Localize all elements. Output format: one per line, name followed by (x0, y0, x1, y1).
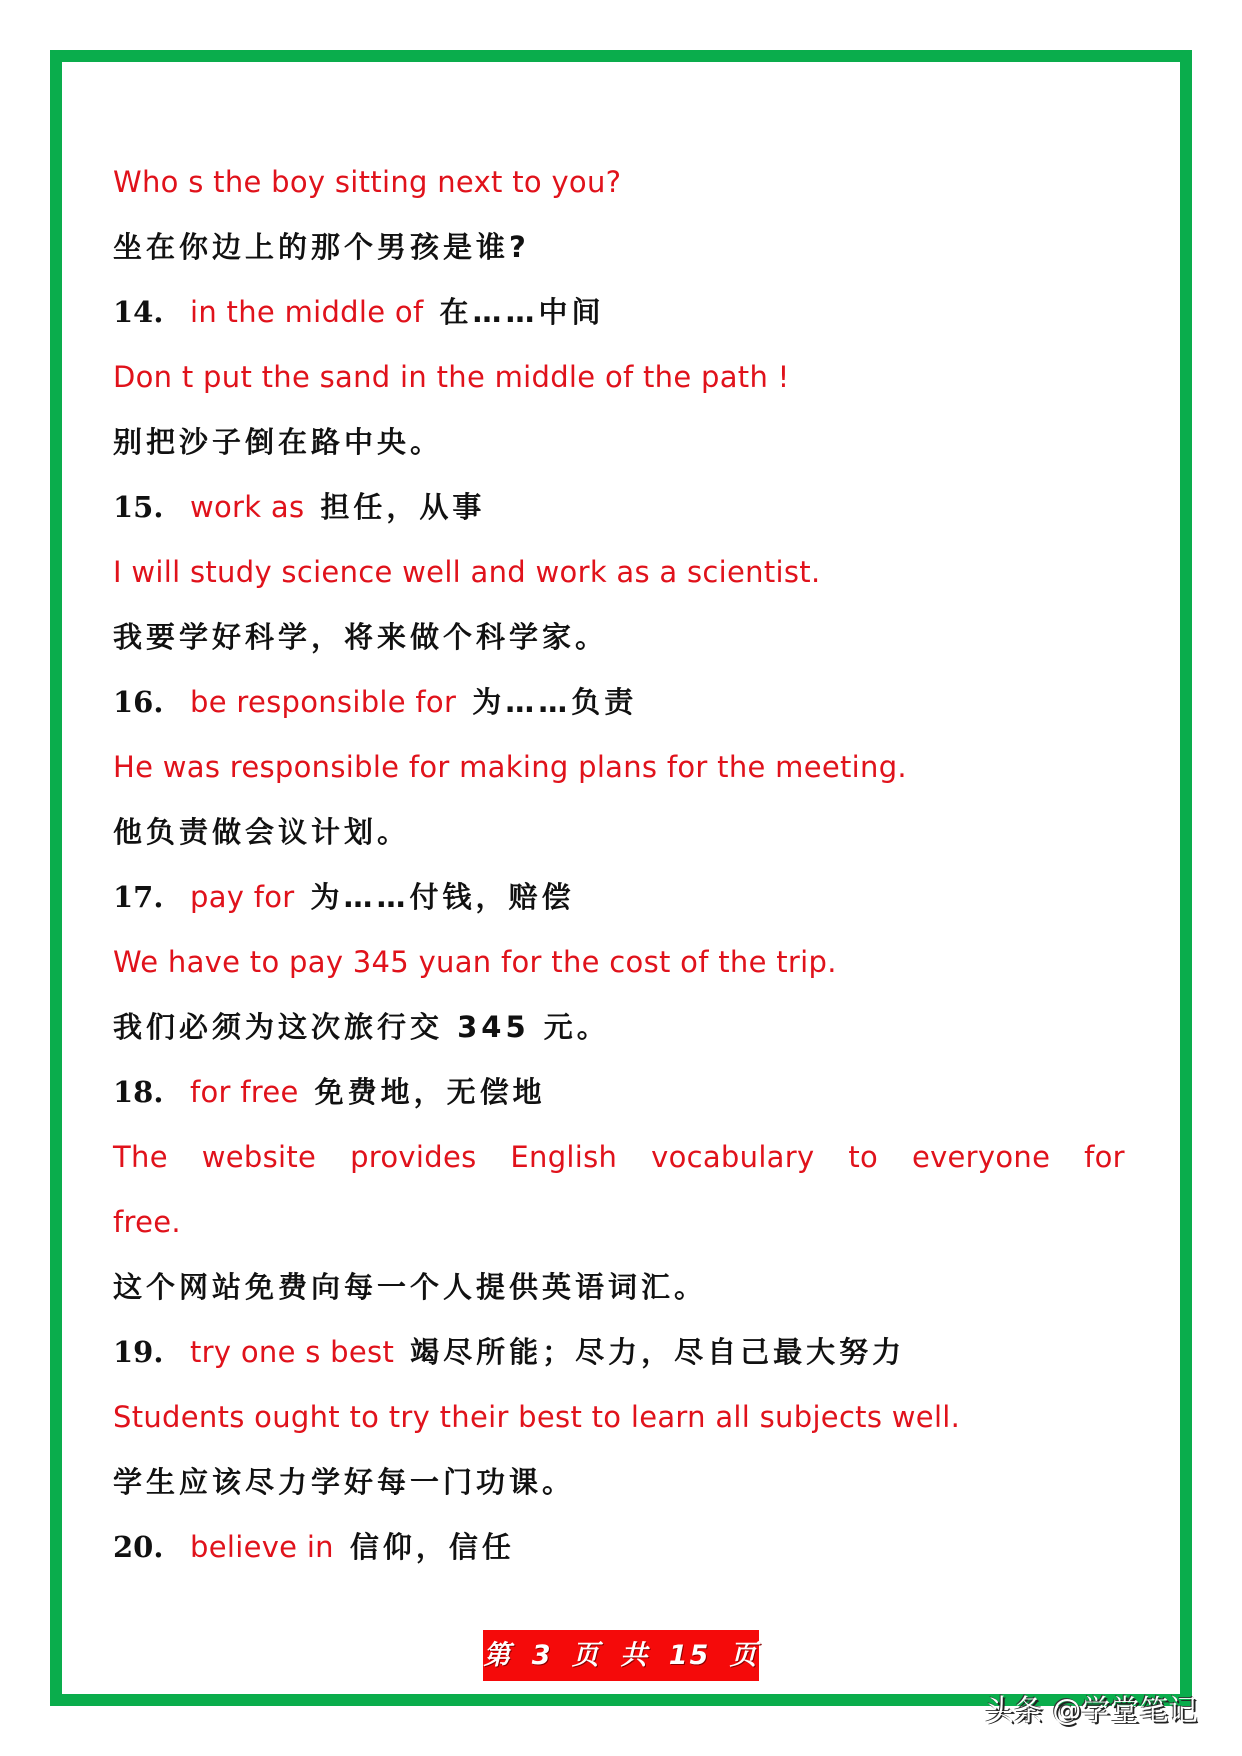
example-en-text: We have to pay 345 yuan for the cost of the trip. (113, 945, 837, 979)
watermark-label: 头条 @学堂笔记 (985, 1693, 1198, 1727)
phrase-text: in the middle of (190, 295, 424, 329)
example-en-text: He was responsible for making plans for the meeting. (113, 750, 907, 784)
phrase-number: 20. (113, 1530, 164, 1564)
phrase-entry-15 (113, 475, 1125, 540)
word: website (201, 1140, 317, 1174)
example-sentence-zh (113, 800, 1125, 865)
example-zh-text: 坐在你边上的那个男孩是谁? (113, 230, 530, 264)
phrase-entry-19 (113, 1320, 1125, 1385)
example-en-text: Who s the boy sitting next to you? (113, 165, 622, 199)
example-sentence-en (113, 150, 1125, 215)
word: to (848, 1140, 879, 1174)
phrase-number: 14. (113, 295, 164, 329)
phrase-entry-14 (113, 280, 1125, 345)
example-sentence-en (113, 1385, 1125, 1450)
example-sentence-zh (113, 410, 1125, 475)
document-content (113, 150, 1125, 1580)
example-en-text: Don t put the sand in the middle of the path ! (113, 360, 790, 394)
phrase-meaning: 信仰，信任 (349, 1530, 515, 1564)
example-sentence-en (113, 930, 1125, 995)
example-sentence-en-continued (113, 1190, 1125, 1255)
example-en-text: Students ought to try their best to learn all subjects well. (113, 1400, 961, 1434)
example-zh-text: 这个网站免费向每一个人提供英语词汇。 (113, 1270, 708, 1304)
word: English (510, 1140, 618, 1174)
example-sentence-en (113, 540, 1125, 605)
word: for (1084, 1140, 1125, 1174)
phrase-entry-18 (113, 1060, 1125, 1125)
phrase-text: work as (190, 490, 305, 524)
example-sentence-en-justified (113, 1125, 1125, 1190)
phrase-entry-20 (113, 1515, 1125, 1580)
phrase-number: 19. (113, 1335, 164, 1369)
phrase-entry-16 (113, 670, 1125, 735)
phrase-meaning: 竭尽所能；尽力，尽自己最大努力 (410, 1335, 906, 1369)
phrase-entry-17 (113, 865, 1125, 930)
phrase-text: be responsible for (190, 685, 457, 719)
example-sentence-en (113, 735, 1125, 800)
example-en-text: I will study science well and work as a scientist. (113, 555, 821, 589)
phrase-meaning: 担任，从事 (320, 490, 486, 524)
phrase-meaning: 在……中间 (439, 295, 605, 329)
example-zh-text: 别把沙子倒在路中央。 (113, 425, 444, 459)
phrase-meaning: 免费地，无偿地 (314, 1075, 546, 1109)
example-sentence-zh (113, 1255, 1125, 1320)
phrase-number: 15. (113, 490, 164, 524)
example-zh-text: 我要学好科学，将来做个科学家。 (113, 620, 609, 654)
word: vocabulary (651, 1140, 815, 1174)
word: everyone (911, 1140, 1051, 1174)
phrase-text: try one s best (190, 1335, 395, 1369)
word: The (113, 1140, 168, 1174)
phrase-number: 16. (113, 685, 164, 719)
example-zh-text: 他负责做会议计划。 (113, 815, 411, 849)
phrase-text: pay for (190, 880, 295, 914)
word: provides (350, 1140, 477, 1174)
phrase-text: believe in (190, 1530, 334, 1564)
phrase-meaning: 为……付钱，赔偿 (310, 880, 575, 914)
example-sentence-zh (113, 215, 1125, 280)
example-sentence-zh (113, 995, 1125, 1060)
phrase-number: 17. (113, 880, 164, 914)
example-sentence-zh (113, 1450, 1125, 1515)
phrase-meaning: 为……负责 (472, 685, 638, 719)
example-zh-text: 学生应该尽力学好每一门功课。 (113, 1465, 576, 1499)
example-sentence-zh (113, 605, 1125, 670)
phrase-text: for free (190, 1075, 299, 1109)
page-indicator-badge: 第 3 页 共 15 页 (483, 1630, 759, 1681)
example-en-text: free. (113, 1205, 181, 1239)
example-sentence-en (113, 345, 1125, 410)
example-zh-text: 我们必须为这次旅行交 345 元。 (113, 1010, 610, 1044)
phrase-number: 18. (113, 1075, 164, 1109)
